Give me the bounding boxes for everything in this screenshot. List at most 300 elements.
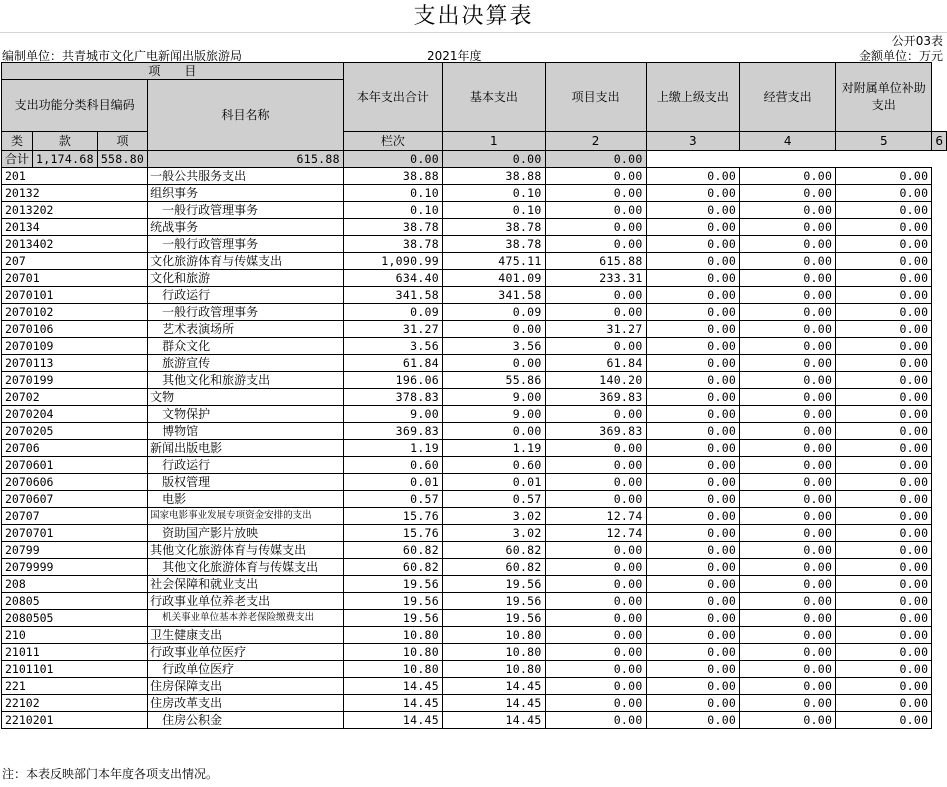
function-code: 20706 xyxy=(2,440,148,457)
amount-cell: 0.00 xyxy=(646,712,740,729)
amount-cell: 0.00 xyxy=(836,168,932,185)
currency-unit: 金额单位：万元 xyxy=(858,49,943,63)
amount-cell: 0.00 xyxy=(545,440,646,457)
subject-name: 其他文化旅游体育与传媒支出 xyxy=(148,559,344,576)
header-col-subsidy: 对附属单位补助支出 xyxy=(836,63,932,132)
amount-cell: 0.00 xyxy=(545,287,646,304)
amount-cell: 0.00 xyxy=(740,185,836,202)
amount-cell: 15.76 xyxy=(343,525,442,542)
subject-name: 行政运行 xyxy=(148,457,344,474)
amount-cell: 0.00 xyxy=(836,372,932,389)
amount-cell: 0.57 xyxy=(443,491,546,508)
amount-cell: 14.45 xyxy=(443,678,546,695)
amount-cell: 60.82 xyxy=(343,559,442,576)
amount-cell: 0.00 xyxy=(740,593,836,610)
amount-cell: 0.00 xyxy=(740,474,836,491)
table-row xyxy=(2,389,947,406)
amount-cell: 0.00 xyxy=(646,559,740,576)
total-value: 558.80 xyxy=(97,151,147,168)
table-row xyxy=(2,474,947,491)
amount-cell: 634.40 xyxy=(343,270,442,287)
amount-cell: 0.10 xyxy=(443,202,546,219)
function-code: 210 xyxy=(2,627,148,644)
total-value: 0.00 xyxy=(443,151,546,168)
amount-cell: 0.00 xyxy=(545,406,646,423)
amount-cell: 10.80 xyxy=(343,644,442,661)
amount-cell: 0.00 xyxy=(740,236,836,253)
function-code: 20132 xyxy=(2,185,148,202)
amount-cell: 0.60 xyxy=(343,457,442,474)
amount-cell: 0.00 xyxy=(740,576,836,593)
function-code: 2080505 xyxy=(2,610,148,627)
function-code: 2070205 xyxy=(2,423,148,440)
amount-cell: 0.00 xyxy=(836,644,932,661)
function-code: 2013202 xyxy=(2,202,148,219)
amount-cell: 341.58 xyxy=(343,287,442,304)
amount-cell: 0.00 xyxy=(545,576,646,593)
amount-cell: 19.56 xyxy=(343,593,442,610)
table-row xyxy=(2,287,947,304)
subject-name: 组织事务 xyxy=(148,185,344,202)
table-row xyxy=(2,559,947,576)
amount-cell: 3.02 xyxy=(443,508,546,525)
amount-cell: 0.00 xyxy=(836,304,932,321)
subject-name: 一般行政管理事务 xyxy=(148,202,344,219)
amount-cell: 0.00 xyxy=(740,627,836,644)
amount-cell: 0.00 xyxy=(545,219,646,236)
total-value: 0.00 xyxy=(343,151,442,168)
amount-cell: 0.00 xyxy=(740,525,836,542)
amount-cell: 0.00 xyxy=(545,202,646,219)
amount-cell: 19.56 xyxy=(343,576,442,593)
amount-cell: 0.00 xyxy=(836,338,932,355)
header-lanci: 栏次 xyxy=(343,132,442,151)
table-row xyxy=(2,321,947,338)
header-kuan: 款 xyxy=(33,132,98,151)
function-code: 22102 xyxy=(2,695,148,712)
amount-cell: 0.00 xyxy=(740,440,836,457)
table-row xyxy=(2,457,947,474)
amount-cell: 0.00 xyxy=(646,644,740,661)
subject-name: 旅游宣传 xyxy=(148,355,344,372)
subject-name: 文物保护 xyxy=(148,406,344,423)
amount-cell: 0.00 xyxy=(836,525,932,542)
amount-cell: 0.00 xyxy=(836,559,932,576)
amount-cell: 10.80 xyxy=(443,627,546,644)
total-value: 1,174.68 xyxy=(33,151,98,168)
amount-cell: 615.88 xyxy=(545,253,646,270)
amount-cell: 0.00 xyxy=(646,338,740,355)
amount-cell: 10.80 xyxy=(443,661,546,678)
function-code: 20707 xyxy=(2,508,148,525)
amount-cell: 0.00 xyxy=(740,253,836,270)
amount-cell: 0.00 xyxy=(545,474,646,491)
amount-cell: 0.00 xyxy=(646,525,740,542)
amount-cell: 0.00 xyxy=(836,457,932,474)
amount-cell: 0.00 xyxy=(836,270,932,287)
function-code: 20702 xyxy=(2,389,148,406)
function-code: 201 xyxy=(2,168,148,185)
amount-cell: 0.00 xyxy=(836,440,932,457)
amount-cell: 0.00 xyxy=(545,712,646,729)
amount-cell: 12.74 xyxy=(545,508,646,525)
col-number: 6 xyxy=(932,132,947,151)
amount-cell: 0.00 xyxy=(740,644,836,661)
amount-cell: 0.00 xyxy=(740,457,836,474)
grid-divider xyxy=(0,32,947,33)
function-code: 2070607 xyxy=(2,491,148,508)
table-row xyxy=(2,593,947,610)
amount-cell: 55.86 xyxy=(443,372,546,389)
table-row xyxy=(2,253,947,270)
amount-cell: 38.78 xyxy=(343,219,442,236)
amount-cell: 0.00 xyxy=(836,287,932,304)
amount-cell: 0.00 xyxy=(443,423,546,440)
amount-cell: 0.00 xyxy=(646,168,740,185)
amount-cell: 0.00 xyxy=(646,270,740,287)
header-xiang: 项 xyxy=(97,132,147,151)
amount-cell: 0.00 xyxy=(545,491,646,508)
amount-cell: 9.00 xyxy=(343,406,442,423)
amount-cell: 0.00 xyxy=(740,695,836,712)
amount-cell: 0.00 xyxy=(646,610,740,627)
amount-cell: 0.00 xyxy=(740,202,836,219)
page-title: 支出决算表 xyxy=(413,4,534,29)
function-code: 2070109 xyxy=(2,338,148,355)
header-col-remit: 上缴上级支出 xyxy=(646,63,740,132)
header-col-basic: 基本支出 xyxy=(443,63,546,132)
table-row xyxy=(2,644,947,661)
table-row xyxy=(2,236,947,253)
table-row xyxy=(2,168,947,185)
amount-cell: 0.00 xyxy=(836,508,932,525)
amount-cell: 0.00 xyxy=(545,610,646,627)
function-code: 20701 xyxy=(2,270,148,287)
amount-cell: 0.01 xyxy=(343,474,442,491)
subject-name: 国家电影事业发展专项资金安排的支出 xyxy=(148,508,344,525)
amount-cell: 0.00 xyxy=(646,202,740,219)
subject-name: 住房保障支出 xyxy=(148,678,344,695)
table-row xyxy=(2,338,947,355)
function-code: 2210201 xyxy=(2,712,148,729)
amount-cell: 0.00 xyxy=(836,491,932,508)
amount-cell: 61.84 xyxy=(545,355,646,372)
subject-name: 资助国产影片放映 xyxy=(148,525,344,542)
expenditure-table xyxy=(1,62,947,729)
col-number: 5 xyxy=(836,132,932,151)
amount-cell: 0.00 xyxy=(646,389,740,406)
amount-cell: 60.82 xyxy=(443,559,546,576)
function-code: 2070106 xyxy=(2,321,148,338)
function-code: 208 xyxy=(2,576,148,593)
amount-cell: 0.00 xyxy=(740,389,836,406)
amount-cell: 0.00 xyxy=(646,355,740,372)
amount-cell: 10.80 xyxy=(343,627,442,644)
amount-cell: 0.00 xyxy=(740,406,836,423)
amount-cell: 0.10 xyxy=(443,185,546,202)
amount-cell: 0.00 xyxy=(646,593,740,610)
amount-cell: 0.00 xyxy=(740,304,836,321)
amount-cell: 0.57 xyxy=(343,491,442,508)
amount-cell: 0.00 xyxy=(646,253,740,270)
subject-name: 行政单位医疗 xyxy=(148,661,344,678)
subject-name: 机关事业单位基本养老保险缴费支出 xyxy=(148,610,344,627)
amount-cell: 0.10 xyxy=(343,202,442,219)
amount-cell: 0.00 xyxy=(646,372,740,389)
amount-cell: 0.00 xyxy=(545,559,646,576)
table-row xyxy=(2,219,947,236)
function-code: 221 xyxy=(2,678,148,695)
amount-cell: 0.00 xyxy=(646,491,740,508)
amount-cell: 0.00 xyxy=(836,389,932,406)
amount-cell: 38.88 xyxy=(443,168,546,185)
subject-name: 行政事业单位养老支出 xyxy=(148,593,344,610)
amount-cell: 0.00 xyxy=(545,236,646,253)
subject-name: 文物 xyxy=(148,389,344,406)
amount-cell: 0.00 xyxy=(740,372,836,389)
function-code: 2070606 xyxy=(2,474,148,491)
table-row xyxy=(2,202,947,219)
amount-cell: 3.02 xyxy=(443,525,546,542)
amount-cell: 0.00 xyxy=(646,185,740,202)
amount-cell: 0.00 xyxy=(836,593,932,610)
subject-name: 博物馆 xyxy=(148,423,344,440)
amount-cell: 140.20 xyxy=(545,372,646,389)
col-number: 3 xyxy=(646,132,740,151)
col-number: 2 xyxy=(545,132,646,151)
amount-cell: 0.00 xyxy=(545,661,646,678)
amount-cell: 19.56 xyxy=(343,610,442,627)
function-code: 2070199 xyxy=(2,372,148,389)
amount-cell: 1.19 xyxy=(343,440,442,457)
table-row xyxy=(2,185,947,202)
amount-cell: 0.00 xyxy=(836,695,932,712)
subject-name: 统战事务 xyxy=(148,219,344,236)
amount-cell: 0.00 xyxy=(836,355,932,372)
function-code: 2070101 xyxy=(2,287,148,304)
amount-cell: 0.00 xyxy=(545,593,646,610)
amount-cell: 369.83 xyxy=(545,389,646,406)
header-col-total: 本年支出合计 xyxy=(343,63,442,132)
amount-cell: 0.00 xyxy=(646,678,740,695)
amount-cell: 14.45 xyxy=(343,712,442,729)
table-row xyxy=(2,627,947,644)
amount-cell: 0.00 xyxy=(740,542,836,559)
amount-cell: 60.82 xyxy=(343,542,442,559)
amount-cell: 0.00 xyxy=(646,661,740,678)
function-code: 21011 xyxy=(2,644,148,661)
total-value: 615.88 xyxy=(148,151,344,168)
amount-cell: 0.00 xyxy=(836,236,932,253)
amount-cell: 0.00 xyxy=(836,542,932,559)
amount-cell: 0.60 xyxy=(443,457,546,474)
amount-cell: 3.56 xyxy=(443,338,546,355)
total-label: 合计 xyxy=(2,151,33,168)
amount-cell: 0.00 xyxy=(545,338,646,355)
function-code: 2101101 xyxy=(2,661,148,678)
amount-cell: 0.00 xyxy=(836,627,932,644)
amount-cell: 0.00 xyxy=(545,185,646,202)
amount-cell: 12.74 xyxy=(545,525,646,542)
subject-name: 其他文化旅游体育与传媒支出 xyxy=(148,542,344,559)
amount-cell: 0.00 xyxy=(646,508,740,525)
amount-cell: 38.88 xyxy=(343,168,442,185)
amount-cell: 0.00 xyxy=(545,627,646,644)
amount-cell: 0.01 xyxy=(443,474,546,491)
header-item: 项 目 xyxy=(2,63,344,80)
subject-name: 卫生健康支出 xyxy=(148,627,344,644)
amount-cell: 0.00 xyxy=(836,712,932,729)
function-code: 2070601 xyxy=(2,457,148,474)
amount-cell: 0.09 xyxy=(343,304,442,321)
amount-cell: 401.09 xyxy=(443,270,546,287)
amount-cell: 1,090.99 xyxy=(343,253,442,270)
table-row xyxy=(2,712,947,729)
amount-cell: 38.78 xyxy=(343,236,442,253)
amount-cell: 0.00 xyxy=(646,627,740,644)
amount-cell: 0.00 xyxy=(740,712,836,729)
table-row xyxy=(2,678,947,695)
amount-cell: 0.00 xyxy=(646,236,740,253)
amount-cell: 196.06 xyxy=(343,372,442,389)
function-code: 2079999 xyxy=(2,559,148,576)
function-code: 2070204 xyxy=(2,406,148,423)
subject-name: 电影 xyxy=(148,491,344,508)
amount-cell: 19.56 xyxy=(443,593,546,610)
header-col-project: 项目支出 xyxy=(545,63,646,132)
table-row xyxy=(2,491,947,508)
subject-name: 行政事业单位医疗 xyxy=(148,644,344,661)
amount-cell: 1.19 xyxy=(443,440,546,457)
amount-cell: 14.45 xyxy=(343,678,442,695)
amount-cell: 0.00 xyxy=(740,219,836,236)
subject-name: 艺术表演场所 xyxy=(148,321,344,338)
amount-cell: 31.27 xyxy=(343,321,442,338)
function-code: 2013402 xyxy=(2,236,148,253)
amount-cell: 0.00 xyxy=(545,695,646,712)
function-code: 20799 xyxy=(2,542,148,559)
amount-cell: 0.00 xyxy=(740,355,836,372)
amount-cell: 0.00 xyxy=(545,168,646,185)
amount-cell: 38.78 xyxy=(443,219,546,236)
table-row xyxy=(2,610,947,627)
amount-cell: 15.76 xyxy=(343,508,442,525)
table-row xyxy=(2,355,947,372)
form-number: 公开03表 xyxy=(891,34,943,48)
table-row xyxy=(2,661,947,678)
subject-name: 行政运行 xyxy=(148,287,344,304)
amount-cell: 38.78 xyxy=(443,236,546,253)
amount-cell: 0.09 xyxy=(443,304,546,321)
subject-name: 社会保障和就业支出 xyxy=(148,576,344,593)
amount-cell: 0.00 xyxy=(740,270,836,287)
amount-cell: 369.83 xyxy=(343,423,442,440)
table-row xyxy=(2,372,947,389)
subject-name: 版权管理 xyxy=(148,474,344,491)
amount-cell: 0.00 xyxy=(740,491,836,508)
amount-cell: 0.00 xyxy=(646,457,740,474)
amount-cell: 19.56 xyxy=(443,610,546,627)
header-subject-name: 科目名称 xyxy=(148,80,344,151)
function-code: 2070102 xyxy=(2,304,148,321)
subject-name: 群众文化 xyxy=(148,338,344,355)
compiling-unit: 编制单位：共青城市文化广电新闻出版旅游局 xyxy=(2,49,243,63)
amount-cell: 0.00 xyxy=(646,304,740,321)
table-row xyxy=(2,270,947,287)
table-row xyxy=(2,525,947,542)
amount-cell: 369.83 xyxy=(545,423,646,440)
amount-cell: 0.00 xyxy=(740,338,836,355)
amount-cell: 0.00 xyxy=(646,287,740,304)
amount-cell: 0.00 xyxy=(443,321,546,338)
amount-cell: 0.00 xyxy=(740,168,836,185)
amount-cell: 0.00 xyxy=(545,542,646,559)
amount-cell: 233.31 xyxy=(545,270,646,287)
table-row xyxy=(2,542,947,559)
amount-cell: 0.00 xyxy=(740,321,836,338)
col-number: 4 xyxy=(740,132,836,151)
table-row xyxy=(2,304,947,321)
amount-cell: 0.00 xyxy=(740,559,836,576)
amount-cell: 0.00 xyxy=(836,185,932,202)
col-number: 1 xyxy=(443,132,546,151)
amount-cell: 0.00 xyxy=(836,253,932,270)
amount-cell: 0.00 xyxy=(545,644,646,661)
amount-cell: 19.56 xyxy=(443,576,546,593)
amount-cell: 0.00 xyxy=(740,508,836,525)
function-code: 207 xyxy=(2,253,148,270)
table-row xyxy=(2,423,947,440)
amount-cell: 0.00 xyxy=(836,678,932,695)
fiscal-year: 2021年度 xyxy=(427,49,482,63)
table-row xyxy=(2,440,947,457)
table-row xyxy=(2,406,947,423)
amount-cell: 0.00 xyxy=(836,321,932,338)
subject-name: 住房公积金 xyxy=(148,712,344,729)
amount-cell: 0.00 xyxy=(836,474,932,491)
amount-cell: 3.56 xyxy=(343,338,442,355)
table-row xyxy=(2,695,947,712)
amount-cell: 0.00 xyxy=(836,219,932,236)
table-row xyxy=(2,576,947,593)
header-func-code: 支出功能分类科目编码 xyxy=(2,80,148,132)
amount-cell: 0.00 xyxy=(646,542,740,559)
amount-cell: 14.45 xyxy=(343,695,442,712)
amount-cell: 0.00 xyxy=(836,406,932,423)
amount-cell: 60.82 xyxy=(443,542,546,559)
header-col-operating: 经营支出 xyxy=(740,63,836,132)
amount-cell: 0.00 xyxy=(740,287,836,304)
amount-cell: 10.80 xyxy=(343,661,442,678)
amount-cell: 0.00 xyxy=(646,474,740,491)
total-value: 0.00 xyxy=(545,151,646,168)
amount-cell: 341.58 xyxy=(443,287,546,304)
amount-cell: 0.00 xyxy=(836,576,932,593)
amount-cell: 0.00 xyxy=(836,610,932,627)
total-row xyxy=(2,151,947,168)
amount-cell: 14.45 xyxy=(443,712,546,729)
amount-cell: 10.80 xyxy=(443,644,546,661)
amount-cell: 378.83 xyxy=(343,389,442,406)
amount-cell: 0.00 xyxy=(836,661,932,678)
amount-cell: 31.27 xyxy=(545,321,646,338)
amount-cell: 0.00 xyxy=(646,321,740,338)
subject-name: 一般行政管理事务 xyxy=(148,236,344,253)
amount-cell: 0.00 xyxy=(545,304,646,321)
header-lei: 类 xyxy=(2,132,33,151)
function-code: 20134 xyxy=(2,219,148,236)
amount-cell: 0.00 xyxy=(545,678,646,695)
